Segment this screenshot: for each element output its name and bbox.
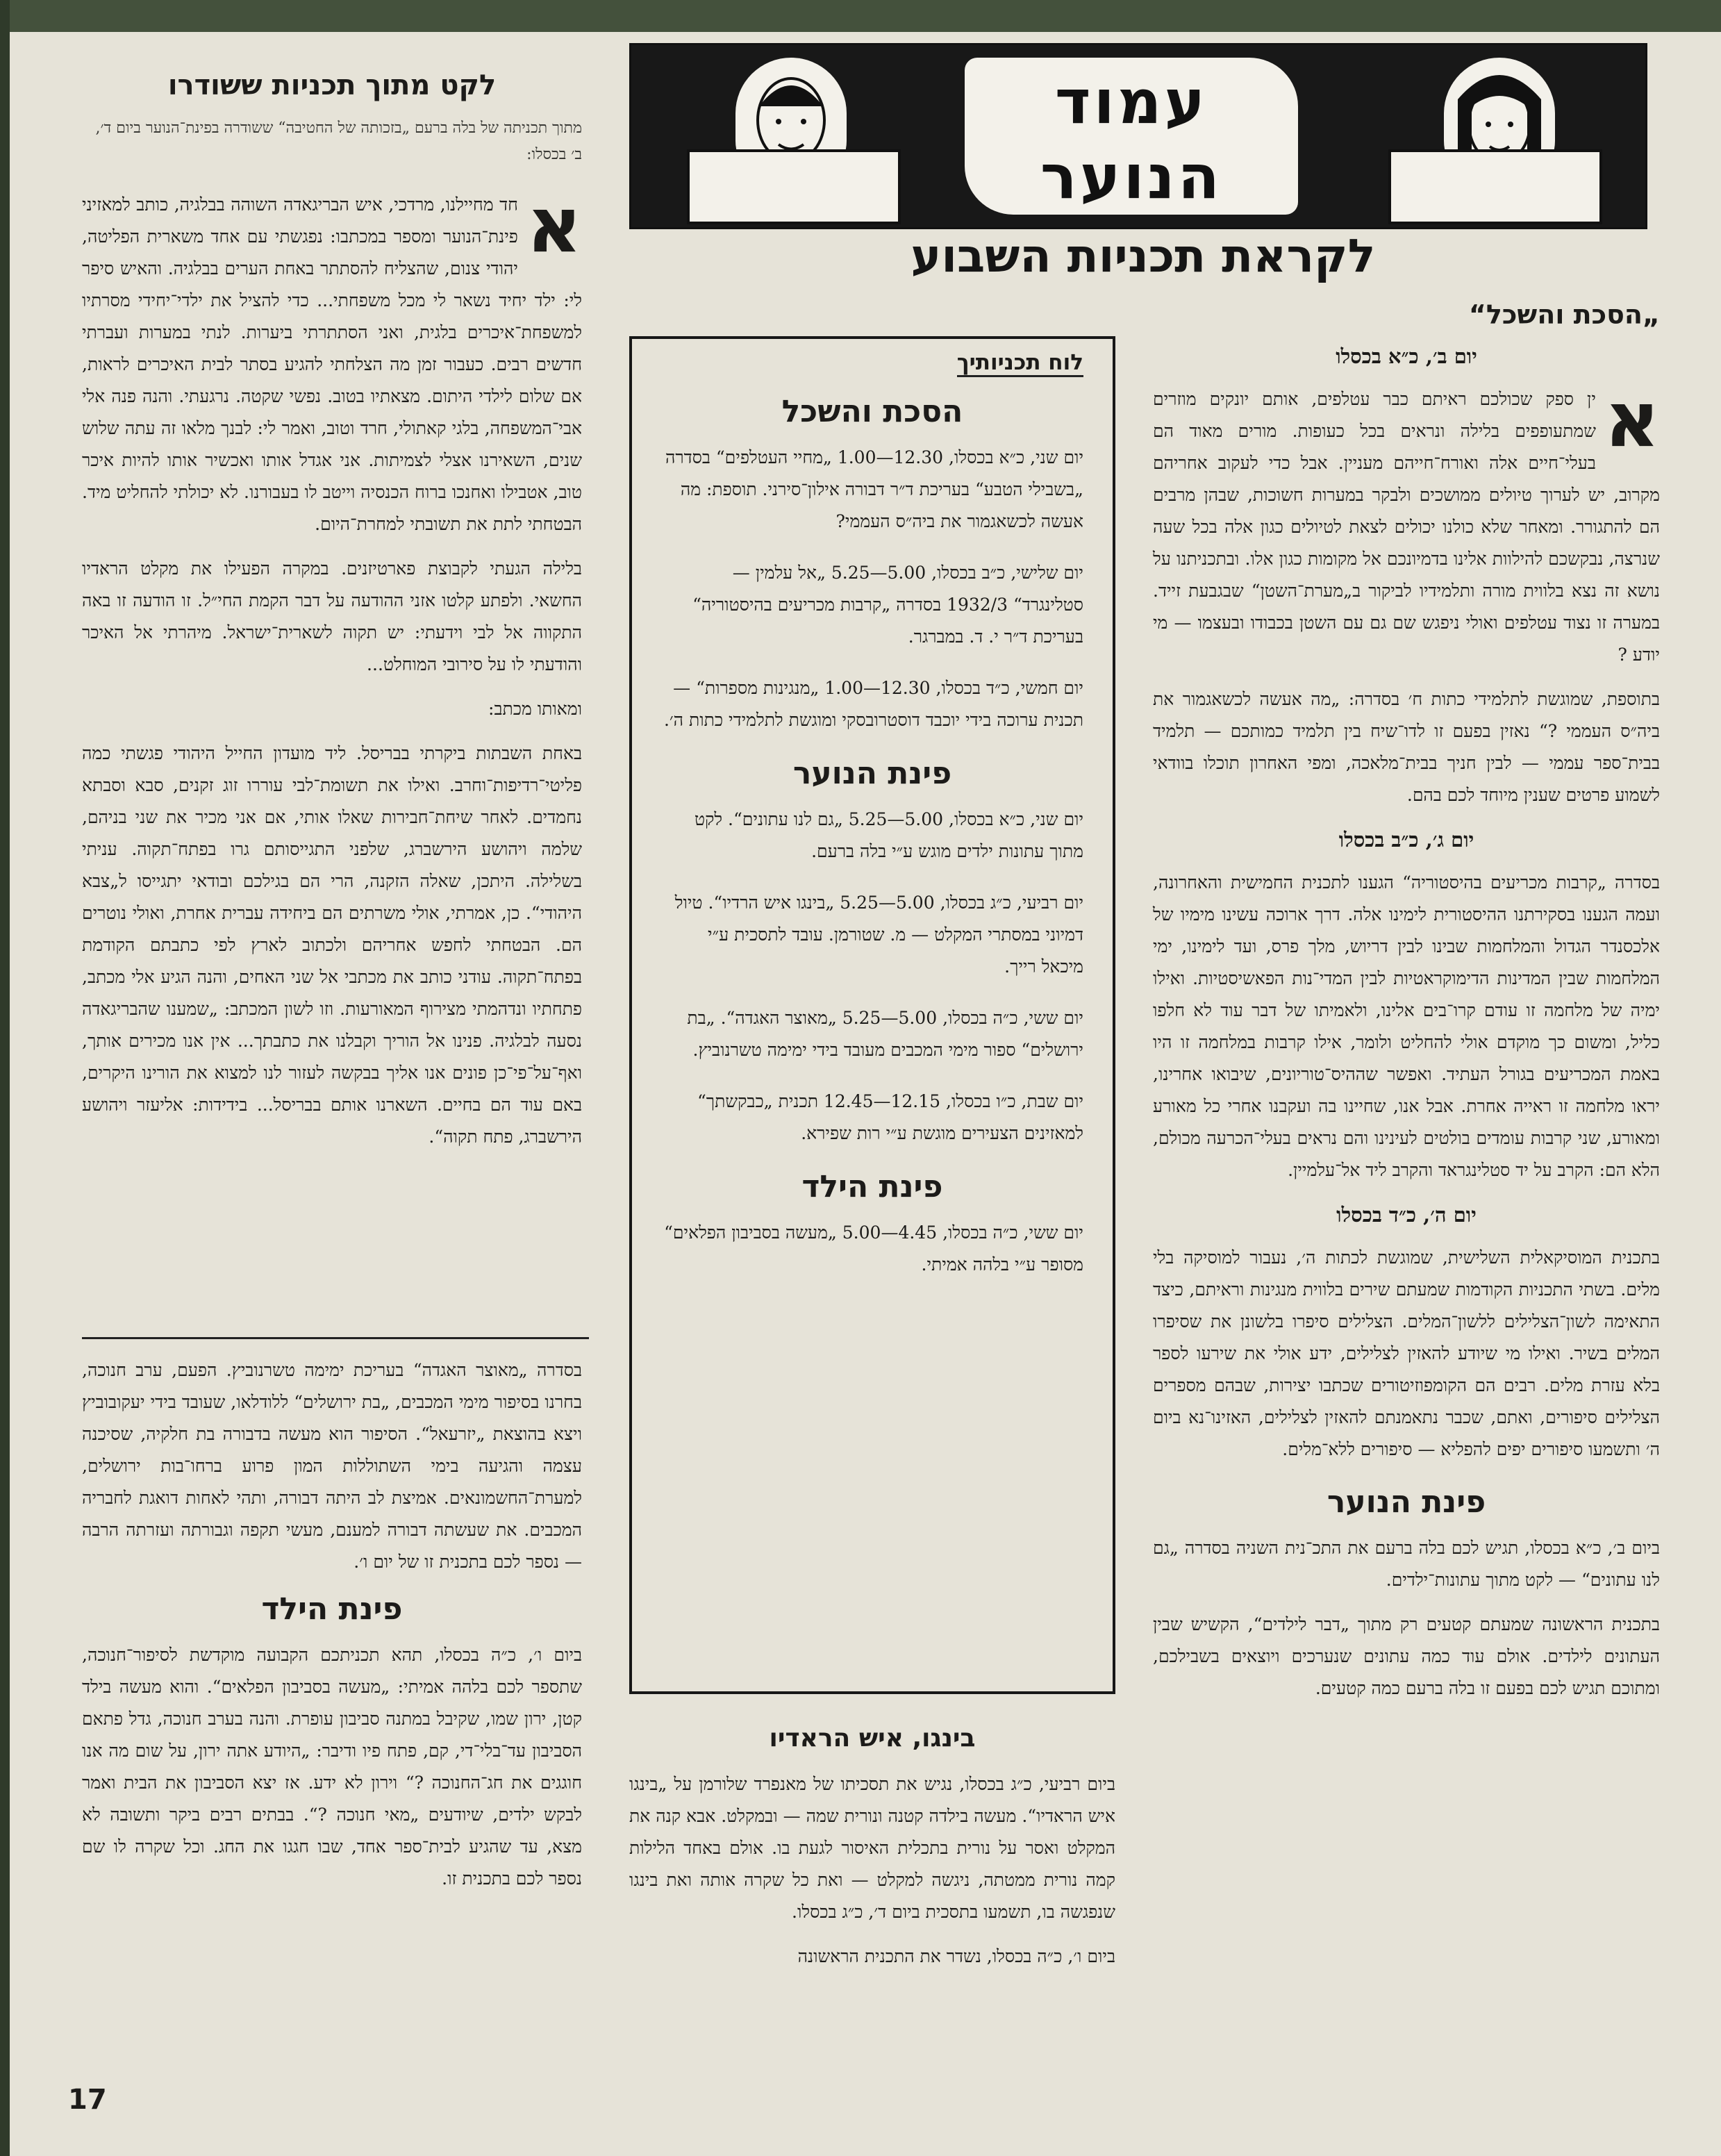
- drop-cap: א: [1604, 375, 1660, 464]
- schedule-item: יום שני, כ״א בכסלו, 5.00—5.25 „גם לנו עתונים“. לקט מתוך עתונות ילדים מוגש ע״י בלה ברעם.: [694, 809, 1083, 861]
- paragraph: ביום ב׳, כ״א בכסלו, תגיש לכם בלה ברעם את התכ־נית השניה בסדרה „גם לנו עתונים“ — לקט מתוך עתונות־ילדים.: [1153, 1538, 1660, 1590]
- schedule-box: [629, 336, 1115, 1694]
- paragraph: בתכנית המוסיקאלית השלישית, שמוגשת לכתות ה׳, נעבור למוסיקה בלי מלים. בשתי התכניות הקודמות שמעתם שירים בלווית מנגינות וראיתם, כיצד התאימה לשון־הצלילים ללשון־המלים. הצלילים סיפרו בלשונן את שסיפרו המלים בשיר. ואילו מי שיודע להאזין לצלילים, ידע אולי את שירעו לספר בלא עזרת מלים. רבים הם הקומפוזיטורים שכתבו יצירות, שבהם מספרים הצלילים סיפורים, ואתם, שכבר נתאמנתם להאזין לצלילים, האזינו־נא ביום ה׳ ותשמעו סיפורים יפים להפליא — סיפורים ללא־מלים.: [1153, 1247, 1660, 1459]
- schedule-item: יום שני, כ״א בכסלו, 12.30—1.00 „מחיי העטלפים“ בסדרה „בשבילי הטבע“ בעריכת ד״ר דבורה אילון־סירני. תוספת: מה אעשה לכשאגמור את ביה״ס העממי?: [665, 447, 1083, 531]
- binding-edge-side: [0, 0, 10, 2156]
- middle-column: [629, 1723, 1115, 1985]
- section-heading: פינת הנוער: [1327, 1484, 1486, 1520]
- date-heading: יום ב׳, כ״א בכסלו: [1336, 345, 1477, 368]
- open-book-icon: [687, 149, 901, 224]
- open-book-icon: [1388, 149, 1602, 224]
- paragraph: בלילה הגעתי לקבוצת פארטיזנים. במקרה הפעילו את מקלט הראדיו החשאי. ולפתע קלטו אזני ההודעה על דבר הקמת החי״ל. זו הודעה זו באה התקווה אל לבי וידעתי: יש תקוה לשארית־ישראל. מיהרתי אל האיכר והודעתי לו על סירובי המוחלט...: [82, 558, 582, 674]
- section-heading: בינגו, איש הראדיו: [769, 1724, 976, 1752]
- schedule-item: יום שלישי, כ״ב בכסלו, 5.00—5.25 „אל עלמין — סטלינגרד“ 1932/3 בסדרה „קרבות מכריעים בהיסטוריה“ בעריכת ד״ר י. ד. במברגר.: [692, 563, 1083, 647]
- schedule-item: יום ששי, כ״ה בכסלו, 5.00—5.25 „מאוצר האגדה“. „בת ירושלים“ ספור מימי המכבים מעובד בידי ימימה טשרנוביץ.: [687, 1008, 1083, 1060]
- paragraph: א ין ספק שכולכם ראיתם כבר עטלפים, אותם יונקים מוזרים שמתעופפים בלילה ונראים בכל כעופות. מורים מאוד הם בעלי־חיים אלה ואורח־חייהם מעניין. אבל כדי לעקוב אחריהם מקרוב, יש לערוך טיולים ממושכים ולבקר במערות חשוכות, שבהן מרבים הם להתגורר. ומאחר שלא כולנו יכולים לצאת לטיולים כגון אלה בכל שעה שנרצה, נבקשכם להילוות אלינו בדמיונכם אל מקומות כגון אלו. ובתכניתנו על נושא זה נצא בלווית מורה ותלמידיו לביקור ב„מערת־השטן“ שבגבעת זייד. במערה זו נצוד עטלפים ואולי ניפגש שם גם עם השטן בכבודו ובעצמו — מי יודע ?: [1153, 375, 1660, 665]
- masthead-banner: [629, 43, 1647, 229]
- binding-edge-top: [0, 0, 1721, 32]
- page-number: 17: [68, 2084, 107, 2116]
- date-heading: יום ה׳, כ״ד בכסלו: [1336, 1203, 1477, 1227]
- schedule-item: יום רביעי, כ״ג בכסלו, 5.00—5.25 „בינגו איש הרדיו“. טיול דמיוני במסתרי המקלט — מ. שטורמן. עובד לתסכית ע״י מיכאל רייך.: [674, 893, 1083, 977]
- schedule-section-heading: פינת הילד: [801, 1169, 943, 1204]
- masthead-title-line1: עמוד: [1054, 66, 1208, 138]
- schedule-section-heading: פינת הנוער: [792, 756, 952, 791]
- credit-line: מתוך תכניתה של בלה ברעם „בזכותה של החטיבה“ ששודרה בפינת־הנוער ביום ד׳, ב׳ בכסלו:: [95, 119, 582, 163]
- schedule-section-heading: הסכת והשכל: [781, 394, 963, 429]
- schedule-item: יום חמשי, כ״ד בכסלו, 12.30—1.00 „מנגינות מספרות“ — תכנית ערוכה בידי יוכבד דוסטרובסקי ומוגשת לתלמידי כתות ה׳.: [663, 678, 1083, 730]
- section-heading: פינת הילד: [261, 1591, 403, 1627]
- paragraph: בתכנית הראשונה שמעתם קטעים רק מתוך „דבר לילדים“, הקשיש שבין העתונים לילדים. אולם עוד כמה עתונים שנערכים ויוצאים בשבילכם, ומתוכם תגיש לכם בפעם זו בלה ברעם כמה קטעים.: [1153, 1614, 1660, 1698]
- main-heading: לקראת תכניות השבוע: [911, 229, 1376, 283]
- schedule-title: לוח תכניותיך: [957, 350, 1083, 377]
- right-column: [1153, 299, 1660, 1717]
- section-heading: לקט מתוך תכניות ששודרו: [167, 69, 497, 101]
- paragraph: באחת השבתות ביקרתי בבריסל. ליד מועדון החייל היהודי פגשתי כמה פליטי־רדיפות־וחרב. ואילו את תשומת־לבי עוררו זוג זקנים, סבא וסבתא נחמדים. לאחר שיחת־חבירות שאלו אותי, אם אני מכיר את שני בניהם, שלמה ויהושע הירשברג, שלפני התגייסותם גרו בפתח־תקוה. עניתי בשלילה. היתכן, שאלה הזקנה, הרי הם בגילכם ובודאי יתגייסו ל„צבא היהודי“. כן, אמרתי, אולי משרתים הם ביחידה עברית אחרת, ואולי נוטרים הם. הבטחתי לחפש אחריהם ולכתוב לארץ לפי כתבתם הקודמת בפתח־תקוה. עודני כותב את מכתבי אל שני האחים, והנה הגיע אלי מכתב, פתחתיו ונדהמתי מצירוף המאורעות. וזו לשון המכתב: „שמענו שהבריגאדה נסעה לבלגיה. פנינו אל הוריך וקבלנו את כתבתך... אין אנו מכירים אותך, ואף־על־פי־כן פונים אנו אליך בבקשה לעזור לנו למצוא את הורינו היקרים, באם עוד הם בחיים. השארנו אותם בבריסל... בידידות: אליעזר ויהושע הירשברג, פתח תקוה“.: [82, 743, 582, 1147]
- paragraph: ביום ו׳, כ״ה בכסלו, נשדר את התכנית הראשונה: [797, 1946, 1115, 1966]
- paragraph: א חד מחיילנו, מרדכי, איש הבריגאדה השוהה בבלגיה, כותב למאזיני פינת־הנוער ומספר במכתבו: נפגשתי עם אחד משארית הפליטה, יהודי צנום, שהצליח להסתתר באחת הערים בבלגיה. והאיש סיפר לי: ילד יחיד נשאר לי מכל משפחתי... כדי להציל את ילדי־יחידי מסרתיו למשפחת־איכרים בלגית, ואני הסתתרתי ביערות. לנתי במערות ועברתי חדשים רבים. כעבור זמן מה הצלחתי להגיע בסתר לבית האיכרים לראות, אם שלום לילדי היתום. מצאתיו בטוב. נפשי שקטה. נרגעתי. והנה פנה אלי אבי־המשפחה, בלגי קאתולי, חרד וטוב, ואמר לי: לבנך מלאו זה עתה שלוש שנים, השאירנו אצלי לצמיתות. אני אגדל אותו ואכשיר אותו להיות איכר טוב, אטבילו ואחנכו ברוח הכנסיה וייטב לו בעבורנו. לא יכולתי להחליט מיד. הבטחתי לתת את תשובתי למחרת־היום.: [82, 181, 582, 534]
- left-column: [82, 69, 582, 1166]
- paragraph: בתוספת, שמוגשת לתלמידי כתות ח׳ בסדרה: „מה אעשה לכשאגמור את ביה״ס העממי ?“ נאזין בפעם זו לדו־שיח בין תלמיד כמותכם — תלמיד בבית־ספר עממי — לבין חניך בבית־מלאכה, ומפי האחרון תוכלו בוודאי לשמוע פרטים שענין מיוחד לכם בהם.: [1153, 689, 1660, 805]
- column-heading: „הסכת והשכל“: [1468, 299, 1660, 330]
- paragraph: ביום רביעי, כ״ג בכסלו, נגיש את תסכיתו של מאנפרד שלורמן על „בינגו איש הראדיו“. מעשה בילדה קטנה ונורית שמה — ובמקלט. אבא קנה את המקלט ואסר על נורית בתכלית האיסור לגעת בו. אולם באחד הלילות קמה נורית ממטתה, ניגשה למקלט — ואת כל שקרה אותה ואת בינגו שנפגשה בו, תשמעו בתסכית ביום ד׳, כ״ג בכסלו.: [629, 1774, 1115, 1922]
- masthead-title-line2: הנוער: [1040, 141, 1223, 213]
- paragraph: ביום ו׳, כ״ה בכסלו, תהא תכניתכם הקבועה מוקדשת לסיפור־חנוכה, שתספר לכם בלהה אמיתי: „מעשה בסביבון הפלאים“. והוא מעשה בילד קטן, ירון שמו, שקיבל במתנה סביבון עופרת. והנה בערב חנוכה, גדל פתאם הסביבון עד־בלי־די, קם, פתח פיו ודיבר: „היודע אתה ירון, על שום מה אנו חוגגים את חג־החנוכה ?“ וירון לא ידע. אז יצא הסביבון את הבית ואמר לבקש ילדים, שיודעים „מאי חנוכה ?“. בבתים רבים ביקר ותשובה לא מצא, עד שהגיע לבית־ספר אחד, שבו חגגו את החג. וכל שקרה לו שם נספר לכם בתכנית זו.: [82, 1645, 582, 1889]
- drop-cap: א: [526, 181, 582, 270]
- schedule-item: יום ששי, כ״ה בכסלו, 4.45—5.00 „מעשה בסביבון הפלאים“ מסופר ע״י בלהה אמיתי.: [664, 1222, 1083, 1275]
- paragraph: ומאותו מכתב:: [488, 699, 582, 719]
- column-divider: [82, 1337, 589, 1339]
- paragraph: בסדרה „מאוצר האגדה“ בעריכת ימימה טשרנוביץ. הפעם, ערב חנוכה, בחרנו בסיפור מימי המכבים, „בת ירושלים“ ללודלאו, שעובד בידי יעקובוביץ ויצא בהוצאת „יזרעאל“. הסיפור הוא מעשה בדבורה בת חלקיה, שסיכנה עצמה והגיעה בימי השתוללות המון פרוע ברחו־בות ירושלים, למערת־החשמונאים. אמיצת לב היתה דבורה, ותהי לאחות דואגת לחבריה המכבים. את שעשתה דבורה למענם, מעשי תקפה וגבורתה ועזרתה הרבה — נספר לכם בתכנית זו של יום ו׳.: [82, 1360, 582, 1572]
- left-column-lower: [82, 1354, 582, 1907]
- date-heading: יום ג׳, כ״ב בכסלו: [1338, 828, 1474, 852]
- paragraph: בסדרה „קרבות מכריעים בהיסטוריה“ הגענו לתכנית החמישית והאחרונה, ועמה הגענו בסקירתנו ההיסטורית לימינו אלה. דרך ארוכה עשינו מימיו של אלכסנדר הגדול והמלחמות שבינו לבין דריוש, מלך פרס, ועד לימינו, ימי המלחמות שבין המדינות הדימוקראטיות לבין המדי־נות הפאשיסטיות. ואילו ימיה של מלחמה זו עודם קרו־בים אלינו, ולאמיתו של דבר עוד לא חלפו כליל, ומשום כך מוקדם אולי להחליט ולומר, אילו קרבות במלחמה זו היו באמת המכריעים בגורל העתיד. ואפשר שההיס־טוריונים, שיבואו אחרינו, יראו מלחמה זו ראייה אחרת. אבל אנו, שחיינו בה ועקבנו אחרי כל מאורע ומאורע, שני קרבות עומדים בולטים לעינינו והם נראים בעלי־הכרעה מכולם, הלא הם: הקרב על יד סטלינגראד והקרב ליד אל־עלמיין.: [1153, 872, 1660, 1180]
- schedule-item: יום שבת, כ״ו בכסלו, 12.15—12.45 תכנית „כבקשתך“ למאזינים הצעירים מוגשת ע״י רות שפירא.: [697, 1091, 1083, 1143]
